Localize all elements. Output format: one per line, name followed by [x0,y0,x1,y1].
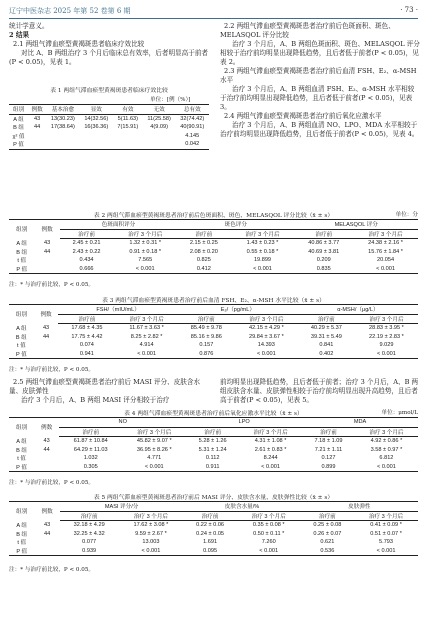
table-cell [113,132,143,141]
table-cell: B 组 [15,334,27,341]
table-cell: 组别 [9,502,34,521]
paragraph: 对比 A、B 两组治疗 3 个月后临床总有效率，后者明显高于前者(P < 0.05)，见表 1。 [9,49,209,66]
table-cell [28,140,46,149]
table-cell: < 0.001 [119,547,184,556]
table-cell: 治疗前 [301,511,354,521]
table-cell: 0.911 [186,463,239,472]
table-cell: 40.29 ± 5.37 [310,325,342,332]
table-cell: 0.24 ± 0.05 [196,530,225,537]
table-cell: 0.22 ± 0.06 [196,522,225,529]
table-cell: 43 [44,240,51,246]
section-2-5-cont [220,378,420,405]
table-row [9,324,418,333]
paragraph: 治疗 3 个月后，A、B 两组色斑面积、斑色、MELASQOL 评分相较于治疗前均明显出现降低趋势，且后者低于前者(P < 0.05)，见表 2。 [220,40,420,66]
table-cell: < 0.001 [353,265,418,274]
table-cell: 40.69 ± 3.81 [308,248,340,255]
table-cell: 5(11.63) [117,115,139,122]
table-cell: 无效 [143,105,176,115]
table-cell: 17.75 ± 4.42 [71,333,103,340]
table-row [9,538,418,547]
table-cell [34,454,59,463]
table-cell: 45.82 ± 9.07 * [136,438,172,445]
table-cell: 2.15 ± 0.25 [189,240,218,247]
table-cell: 基本治愈 [46,105,79,115]
table-cell: 治疗 3 个月后 [354,511,418,521]
table-cell: 43 [44,522,51,528]
table-cell: 有效 [113,105,143,115]
table-subheader-row [9,427,418,437]
table-cell: 0.536 [301,547,354,556]
table-cell [46,140,79,149]
table-row [9,446,418,455]
table-row [9,114,209,123]
table-cell: 0.50 ± 0.11 * [253,530,285,537]
table-cell: 39.31 ± 5.49 [310,333,342,340]
table-cell: 治疗 3 个月后 [235,314,298,324]
table-cell: 2.45 ± 0.21 [72,240,101,247]
table-cell: 61.87 ± 10.84 [73,438,108,445]
paragraph: 治疗 3 个月后，A、B 两组血清 NO、LPO、MDA 水平相较于治疗前均明显出现降低趋势，且后者低于前者(P < 0.05)，见表 4。 [220,121,419,138]
table-cell: 44 [43,446,50,453]
table-cell: 例数 [34,305,59,324]
table-cell: 16(36.36) [84,124,109,131]
table-cell [80,132,113,141]
table-cell: 6.812 [379,455,394,462]
table-cell: 例数 [28,105,46,115]
table-cell: 0.841 [319,342,334,349]
table-cell: B 组 [13,125,24,132]
table-header-row [9,305,418,315]
table-cell: P 值 [9,463,34,472]
table-cell: 19.899 [253,257,272,264]
table-cell: t 值 [17,456,26,463]
table-cell: 9.59 ± 2.67 * [135,530,167,537]
table-cell: < 0.001 [239,463,302,472]
table-cell: 治疗前 [298,314,355,324]
table-cell: 20.054 [376,257,395,264]
table-cell: 治疗 3 个月后 [353,229,418,239]
table-cell: 11.67 ± 3.63 * [129,325,164,332]
section-heading: 2.1 两组气滞血瘀型黄褐斑患者临床疗效比较 [13,40,145,48]
table-cell: 1.32 ± 0.31 * [129,240,162,247]
table-cell: 32.18 ± 4.29 [73,522,105,529]
table-cell: 29.84 ± 3.67 * [248,333,284,340]
table-row [9,239,418,248]
table-row [9,530,418,539]
table-cell: 11(25.58) [147,115,171,122]
table-cell: 7.21 ± 1.11 [314,446,343,453]
table-cell: 17(38.64) [50,124,75,131]
table-cell: 43 [43,438,50,444]
table-cell: A 组 [13,116,24,123]
table-cell: 0.042 [176,140,209,149]
table-cell: < 0.001 [231,265,295,274]
table-cell: 1.43 ± 0.23 * [246,240,279,247]
table-cell: A 组 [16,523,27,529]
table-cell: 44 [34,124,41,131]
table-cell: 1.032 [83,455,98,462]
table-cell: 0.077 [82,539,97,546]
table-cell: 2.08 ± 0.20 [189,248,218,255]
table-cell: 显效 [80,105,113,115]
table-cell: 5.793 [379,539,394,546]
table5-caption: 表 5 两组气滞血瘀型黄褐斑患者治疗前后 MASI 评分、皮肤含水量、皮肤弹性比较（x̄ ± s） [93,495,334,501]
table-cell: P 值 [9,547,34,556]
table-cell: 40(90.91) [180,124,205,131]
table-cell: 治疗 3 个月后 [113,229,177,239]
table-cell: P 值 [9,265,34,274]
table-cell: 0.876 [178,350,235,359]
table-cell: B 组 [16,249,28,256]
table-cell: 8.25 ± 2.82 * [130,333,163,340]
table-cell: 40.86 ± 3.77 [308,240,340,247]
table-cell: A 组 [16,326,27,332]
table-cell: 例数 [34,418,59,437]
table-cell: 治疗 3 个月后 [355,314,418,324]
table-cell: 治疗 3 个月后 [115,314,177,324]
table-header-row [9,502,418,512]
table-cell: 36.95 ± 8.26 * [136,446,172,453]
paragraph: 治疗 3 个月后，A、B 两组血清 FSH、E₂、α-MSH 水平相较于治疗前均明显出现降低趋势，且后者低于前者(P < 0.05)，见表 3。 [220,85,415,111]
table-cell: 0.41 ± 0.09 * [370,522,402,529]
table4-caption: 表 4 两组气滞血瘀型黄褐斑患者治疗前后氧化应激水平比较（x̄ ± s） [124,411,303,417]
table-row [9,333,418,342]
table-cell: 4.914 [139,342,154,349]
table-cell: 治疗前 [302,427,355,437]
table-cell: 治疗前 [60,511,119,521]
table-cell: LPO [186,418,302,428]
table-cell: 4.145 [185,132,200,139]
table-cell: B 组 [16,447,27,454]
table-cell: 治疗前 [294,229,353,239]
table-row [9,140,209,149]
table4 [9,417,418,472]
table-row [9,341,418,350]
table-cell: < 0.001 [113,265,177,274]
table-cell: 5.31 ± 1.24 [198,446,227,453]
table-cell: MDA [302,418,418,428]
table-cell: 43 [34,115,41,122]
table-row [9,521,418,530]
table-cell [34,265,59,274]
table-cell [143,132,176,141]
table1-unit: 单位：[例（%）] [150,97,191,103]
table-cell [113,140,143,149]
table-cell: t 值 [17,540,27,547]
table-cell: FSH/（mIU/mL） [58,305,177,315]
table-cell: < 0.001 [122,463,186,472]
table-cell: 0.666 [60,265,113,274]
table-cell: 15.76 ± 1.84 * [368,248,403,255]
table-cell: 17.62 ± 3.08 * [133,522,169,529]
table-cell: 0.899 [302,463,355,472]
table-cell: 44 [42,333,50,340]
table1-caption: 表 1 两组气滞血瘀型黄褐斑患者临床疗效比较 [50,88,168,94]
table-cell: 44 [44,530,51,537]
table-cell: 7.260 [261,539,276,546]
table5-note: 注：* 与治疗前比较，P < 0.05。 [9,567,94,573]
table-cell: 13(30.23) [50,115,75,122]
table-cell: < 0.001 [237,547,301,556]
table-cell: 总有效 [176,105,209,115]
paragraph: 统计学意义。 [9,22,49,30]
table-cell: 0.35 ± 0.08 * [252,522,285,529]
section-heading: 2.2 两组气滞血瘀型黄褐斑患者治疗前后色斑面积、斑色、MELASQOL 评分比较 [220,22,395,39]
table-subheader-row [9,511,418,521]
table-cell: 24.38 ± 2.16 * [368,240,403,247]
table-cell: 0.402 [298,350,355,359]
table-cell: 0.074 [79,342,94,349]
table5 [9,501,418,556]
table-cell: 43 [42,325,50,331]
table-cell: 治疗 3 个月后 [237,511,301,521]
table2-unit: 单位：分 [395,212,418,218]
table-cell: t 值 [17,343,26,350]
table-row [9,350,418,359]
table-cell: 例数 [34,502,59,521]
table-cell: 64.29 ± 11.03 [73,446,108,453]
table-cell: 0.127 [321,455,336,462]
table-cell: 0.209 [316,257,331,264]
table-cell: 28.83 ± 3.95 * [369,325,404,332]
table-cell: 皮肤弹性 [301,502,418,512]
table-cell: 32(74.42) [180,115,205,122]
table-cell: 4.771 [147,455,162,462]
table4-note: 注：* 与治疗前比较，P < 0.05。 [9,480,94,486]
table-cell: 治疗前 [59,427,122,437]
table-cell: 22.19 ± 2.83 * [369,333,404,340]
table-cell: 42.15 ± 4.29 * [248,325,284,332]
table-cell: 治疗 3 个月后 [122,427,186,437]
table-header-row [9,220,418,230]
table-cell: 5.28 ± 1.26 [198,438,227,445]
table-cell: 治疗前 [177,229,230,239]
table-cell [34,463,59,472]
table-cell: 2.61 ± 0.83 * [254,446,287,453]
table-cell: 组别 [9,220,34,239]
section-2-5 [9,378,209,405]
table-cell: 14.393 [257,342,275,349]
table2-caption: 表 2 两组气滞血瘀型黄褐斑患者治疗前后色斑面积、斑色、MELASQOL 评分比较（x̄ ± s） [93,213,334,219]
table-cell: 2.43 ± 0.22 [72,248,101,255]
table-row [9,132,209,141]
table-subheader-row [9,314,418,324]
table-cell: 例数 [34,220,59,239]
table-cell: P 值 [9,350,34,359]
table-cell: 0.095 [183,547,236,556]
table-row [9,463,418,472]
table-row [9,437,418,446]
left-column-text [9,22,209,67]
table-cell: E₂/（pg/mL） [178,305,298,315]
running-header [9,6,418,18]
table-cell: 治疗前 [178,314,235,324]
table-row [9,454,418,463]
table-row [9,256,418,265]
table-cell [80,140,113,149]
table-cell: 9.029 [379,342,394,349]
table-cell: 组别 [9,305,34,324]
table-cell: α-MSH/（μg/L） [298,305,418,315]
table-cell [143,140,176,149]
table-cell: A 组 [16,241,27,247]
section-heading: 2.3 两组气滞血瘀型黄褐斑患者治疗前后血清 FSH、E₂、α-MSH 水平 [220,67,417,84]
table-cell: < 0.001 [355,350,418,359]
table-cell: 8.244 [263,455,278,462]
table-cell: 0.112 [205,455,220,462]
table-cell: 85.49 ± 9.78 [190,325,222,332]
table-cell: < 0.001 [115,350,177,359]
table-cell: 治疗前 [60,229,113,239]
table-cell [34,256,59,265]
table-cell: NO [59,418,186,428]
table3 [9,304,418,359]
table-cell: 治疗前 [183,511,236,521]
table-cell: MASI 评分/分 [60,502,184,512]
table3-caption: 表 3 两组气滞血瘀型黄褐斑患者治疗前后血清 FSH、E₂、α-MSH 水平比较（x̄ ± s） [102,298,325,304]
table-row [9,547,418,556]
table-header-row [9,105,209,115]
section-heading: 2.5 两组气滞血瘀型黄褐斑患者治疗前后 MASI 评分、皮肤含水量、皮肤弹性 [9,378,201,395]
table-cell: B 组 [16,531,28,538]
table-cell: 13.003 [142,539,160,546]
table-cell: 0.835 [294,265,353,274]
page-number: · 73 · [400,6,418,14]
table-cell: 17.68 ± 4.35 [71,325,103,332]
table-cell: 治疗前 [58,314,115,324]
table-cell: 组别 [9,418,34,437]
table-cell: 44 [44,248,51,255]
section-heading: 2.4 两组气滞血瘀型黄褐斑患者治疗前后氧化应激水平 [224,112,382,120]
table-cell [34,341,59,350]
table-cell: 32.25 ± 4.32 [73,530,105,537]
table2 [9,219,418,274]
table1 [9,104,209,150]
table-cell [34,547,59,556]
table-cell: 0.25 ± 0.08 [313,522,342,529]
table-cell: 0.939 [60,547,119,556]
table-cell: 0.91 ± 0.18 * [129,248,162,255]
right-column-text [220,22,420,139]
table-cell [46,132,79,141]
table-cell: 0.941 [58,350,115,359]
table-cell: 7.565 [138,257,153,264]
table-cell: A 组 [16,439,27,445]
table-cell: 0.621 [320,539,335,546]
table-cell: 0.434 [79,257,94,264]
table-cell: 7.18 ± 1.09 [314,438,343,445]
table-cell: 治疗 3 个月后 [239,427,302,437]
table-cell: 7(15.91) [117,124,139,131]
header-rule [9,18,418,19]
table-cell: 治疗 3 个月后 [231,229,295,239]
table-cell: 0.26 ± 0.07 [313,530,342,537]
table3-note: 注：* 与治疗前比较，P < 0.05。 [9,367,94,373]
table-cell: 色斑面积评分 [60,220,177,230]
table-cell: 0.305 [59,463,122,472]
table-cell: 0.412 [177,265,230,274]
table-cell: 3.58 ± 0.97 * [370,446,403,453]
table-cell: < 0.001 [355,463,418,472]
table-header-row [9,418,418,428]
table-cell: MELASQOL 评分 [294,220,418,230]
table-cell: 85.16 ± 9.86 [190,333,222,340]
table-cell: 4(9.09) [150,124,168,131]
table-cell: 4.92 ± 0.86 * [370,438,403,445]
paragraph: 治疗 3 个月后，A、B 两组 MASI 评分相较于治疗 [21,396,170,404]
table-cell: 4.31 ± 1.08 * [254,438,287,445]
table2-note: 注：* 与治疗前比较，P < 0.05。 [9,282,94,288]
table-cell [28,132,46,141]
table-cell: 0.51 ± 0.07 * [370,530,402,537]
table-cell: 皮肤含水量/% [183,502,300,512]
table-cell: 斑色评分 [177,220,294,230]
table-row [9,265,418,274]
table-subheader-row [9,229,418,239]
table-cell: 0.55 ± 0.18 * [246,248,279,255]
table-cell: 1.691 [203,539,218,546]
table-row [9,123,209,132]
table-cell: χ² 值 [12,133,25,140]
table-cell [34,538,59,547]
table-cell: 14(32.56) [84,115,109,122]
table-cell: < 0.001 [235,350,298,359]
paragraph: 前均明显出现降低趋势，且后者低于前者；治疗 3 个月后，A、B 两组皮肤含水量、皮肤弹性相较于治疗前均明显出现升高趋势，且后者高于前者(P < 0.05)，见表 5。 [220,378,419,404]
table-cell: t 值 [17,258,27,265]
table-cell: 治疗 3 个月后 [119,511,184,521]
section-heading: 2 结果 [9,31,30,39]
journal-name: 辽宁中医杂志 2025 年第 52 卷第 6 期 [9,7,131,15]
table-cell: 治疗前 [186,427,239,437]
table-cell: 0.825 [196,257,211,264]
table-cell [34,350,59,359]
table4-unit: 单位：μmol/L [381,410,418,416]
table-cell: P 值 [9,140,28,149]
table-row [9,248,418,257]
table-cell: 组别 [9,105,28,115]
table-cell: 治疗 3 个月后 [355,427,418,437]
table-cell: 0.157 [199,342,214,349]
table-cell: < 0.001 [354,547,418,556]
